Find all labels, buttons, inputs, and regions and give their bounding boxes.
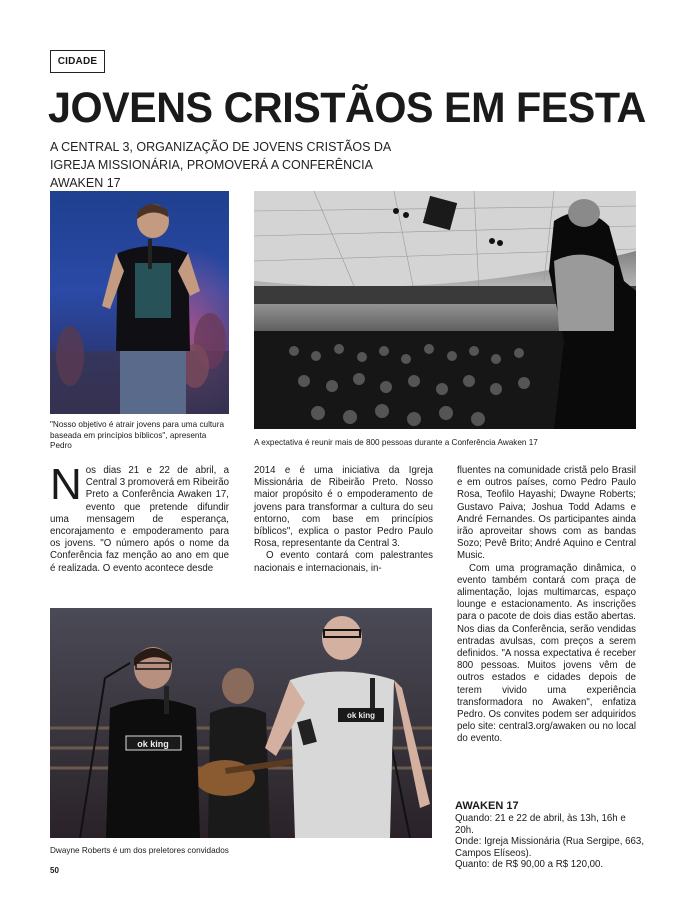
shirt-text-left: ok king bbox=[137, 739, 169, 749]
caption-photo-speaker: "Nosso objetivo é atrair jovens para uma cultura baseada em princípios bíblicos", apresenta Pedro bbox=[50, 420, 225, 450]
info-where: Onde: Igreja Missionária (Rua Sergipe, 663, Campos Elíseos). bbox=[455, 836, 645, 859]
article-column-3 bbox=[457, 465, 636, 746]
caption-photo-crowd: A expectativa é reunir mais de 800 pessoas durante a Conferência Awaken 17 bbox=[254, 438, 538, 447]
article-col2-p2: O evento contará com palestrantes nacionais e internacionais, in- bbox=[254, 550, 433, 574]
info-box-title: AWAKEN 17 bbox=[455, 800, 519, 812]
article-column-2 bbox=[254, 465, 433, 575]
article-col2-p1: 2014 e é uma iniciativa da Igreja Missionária de Ribeirão Preto. Nosso maior propósito é o empoderamento de jovens para transformar a cultura do seu entorno, com base em princípios bíblicos", explica o pastor Pedro Paulo Rosa, representante da Central 3. bbox=[254, 465, 433, 550]
photo-auditorium-crowd bbox=[254, 191, 636, 429]
headline: JOVENS CRISTÃOS EM FESTA bbox=[48, 84, 646, 132]
article-column-1 bbox=[50, 460, 230, 575]
info-price: Quanto: de R$ 90,00 a R$ 120,00. bbox=[455, 859, 604, 870]
article-col1-text: os dias 21 e 22 de abril, a Central 3 promoverá em Ribeirão Preto a Conferência Awaken 17, evento que pretende difundir uma mensagem de esperança, encorajamento e empoderamento para os jovens. "O número após o nome da Conferência faz menção ao ano em que é realizada. O evento acontece desde bbox=[50, 465, 230, 574]
section-tag: CIDADE bbox=[50, 50, 105, 73]
photo-speaker-stage bbox=[50, 191, 229, 414]
dropcap: N bbox=[50, 460, 82, 509]
article-col3-p2: Com uma programação dinâmica, o evento também contará com praça de alimentação, lojas multimarcas, espaço lounge e estacionamento. As inscrições para o pacote de dois dias estão abertas. Nos dias da Conferência, serão vendidas entradas avulsas, com preços a serem definidos. "A nossa expectativa é receber 800 pessoas. Muitos jovens vêm de outros estados e cidades depois de terem vivido uma experiência transformadora no Awaken", enfatiza Pedro. Os convites podem ser adquiridos pelo site: central3.org/awaken ou no local do evento. bbox=[457, 562, 636, 745]
photo-preachers bbox=[50, 608, 432, 838]
info-box bbox=[455, 813, 645, 871]
page-number: 50 bbox=[50, 866, 59, 875]
caption-photo-preachers: Dwayne Roberts é um dos preletores convidados bbox=[50, 846, 229, 855]
article-col3-p1: fluentes na comunidade cristã pelo Brasil e em outros países, como Pedro Paulo Rosa, Teofilo Hayashi; Dwayne Roberts; Gustavo Paiva; Joshua Todd Adams e André Fernandes. Os participantes ainda irão aproveitar shows com as bandas Sozo; Pevê Brito; André Aquino e Central Music. bbox=[457, 465, 636, 562]
info-when: Quando: 21 e 22 de abril, às 13h, 16h e 20h. bbox=[455, 813, 626, 836]
subhead: A CENTRAL 3, ORGANIZAÇÃO DE JOVENS CRISTÃOS DA IGREJA MISSIONÁRIA, PROMOVERÁ A CONFERÊNCIA AWAKEN 17 bbox=[50, 140, 391, 190]
shirt-text-right: ok king bbox=[346, 711, 376, 720]
